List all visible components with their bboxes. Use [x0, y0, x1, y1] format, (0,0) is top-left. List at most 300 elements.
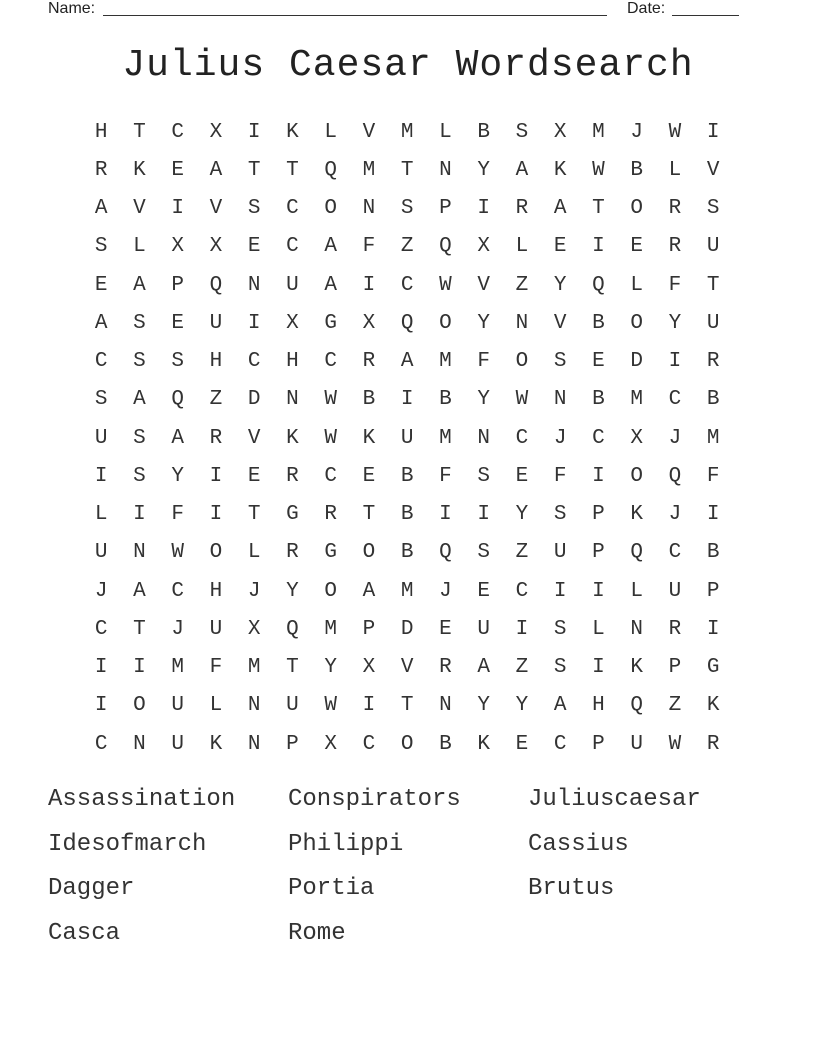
grid-cell: U [400, 426, 414, 450]
grid-cell: S [553, 503, 567, 527]
grid-cell: J [247, 579, 261, 603]
grid-cell: U [286, 694, 299, 718]
grid-cell: R [286, 464, 299, 488]
grid-cell: K [209, 732, 223, 756]
grid-cell: W [515, 388, 529, 412]
grid-cell: Q [171, 388, 184, 412]
grid-cell: R [668, 617, 682, 641]
grid-cell: L [668, 158, 682, 182]
grid-cell: N [247, 694, 261, 718]
grid-cell: L [630, 579, 643, 603]
grid-cell: H [286, 350, 299, 374]
grid-cell: O [630, 311, 643, 335]
word-list-item: Rome [288, 919, 346, 947]
grid-cell: M [247, 656, 261, 680]
grid-cell: I [706, 617, 720, 641]
grid-cell: W [324, 388, 337, 412]
grid-cell: T [286, 158, 299, 182]
grid-cell: I [706, 120, 720, 144]
grid-cell: Y [668, 311, 682, 335]
grid-cell: U [706, 311, 720, 335]
grid-cell: T [362, 503, 376, 527]
grid-cell: R [439, 656, 452, 680]
grid-cell: E [171, 311, 184, 335]
grid-cell: C [94, 350, 108, 374]
grid-cell: A [94, 311, 108, 335]
grid-cell: A [133, 579, 146, 603]
grid-cell: E [515, 464, 529, 488]
word-list-item: Idesofmarch [48, 830, 207, 858]
grid-cell: E [592, 350, 605, 374]
grid-cell: U [630, 732, 643, 756]
grid-cell: Y [553, 273, 567, 297]
grid-cell: A [133, 388, 146, 412]
grid-cell: X [324, 732, 337, 756]
date-label: Date: [627, 0, 666, 17]
grid-cell: J [171, 617, 184, 641]
grid-cell: J [439, 579, 452, 603]
grid-cell: I [94, 656, 108, 680]
grid-cell: E [439, 617, 452, 641]
grid-cell: C [515, 579, 529, 603]
grid-cell: X [209, 120, 223, 144]
grid-cell: E [630, 235, 643, 259]
grid-cell: X [247, 617, 261, 641]
grid-cell: Y [477, 694, 490, 718]
grid-cell: L [515, 235, 529, 259]
grid-cell: U [171, 732, 184, 756]
grid-cell: A [94, 197, 108, 221]
grid-cell: N [477, 426, 490, 450]
word-list-item: Philippi [288, 830, 404, 858]
grid-cell: P [668, 656, 682, 680]
grid-cell: C [553, 732, 567, 756]
grid-cell: Y [171, 464, 184, 488]
grid-cell: I [439, 503, 452, 527]
grid-cell: B [400, 464, 414, 488]
grid-cell: U [286, 273, 299, 297]
grid-cell: A [362, 579, 376, 603]
grid-cell: O [209, 541, 223, 565]
grid-cell: J [668, 426, 682, 450]
grid-cell: A [324, 273, 337, 297]
grid-cell: X [362, 656, 376, 680]
grid-cell: B [630, 158, 643, 182]
grid-cell: J [630, 120, 643, 144]
grid-cell: M [706, 426, 720, 450]
grid-cell: P [592, 503, 605, 527]
grid-cell: M [439, 350, 452, 374]
grid-cell: I [706, 503, 720, 527]
grid-cell: V [400, 656, 414, 680]
grid-cell: N [133, 541, 146, 565]
grid-cell: Y [477, 311, 490, 335]
grid-cell: T [133, 120, 146, 144]
grid-cell: L [630, 273, 643, 297]
grid-cell: K [630, 503, 643, 527]
grid-cell: I [94, 694, 108, 718]
grid-cell: K [706, 694, 720, 718]
grid-cell: C [171, 579, 184, 603]
grid-cell: C [94, 732, 108, 756]
grid-cell: A [553, 197, 567, 221]
grid-cell: P [439, 197, 452, 221]
grid-cell: H [94, 120, 108, 144]
grid-cell: I [209, 503, 223, 527]
grid-cell: Q [630, 541, 643, 565]
grid-cell: E [247, 464, 261, 488]
grid-cell: X [553, 120, 567, 144]
grid-cell: L [592, 617, 605, 641]
grid-cell: A [477, 656, 490, 680]
grid-cell: L [324, 120, 337, 144]
grid-cell: N [247, 273, 261, 297]
grid-cell: I [400, 388, 414, 412]
grid-cell: A [209, 158, 223, 182]
grid-cell: I [209, 464, 223, 488]
grid-cell: P [592, 541, 605, 565]
grid-cell: I [94, 464, 108, 488]
grid-cell: M [324, 617, 337, 641]
grid-cell: E [553, 235, 567, 259]
grid-cell: F [209, 656, 223, 680]
grid-cell: A [324, 235, 337, 259]
grid-cell: M [171, 656, 184, 680]
grid-cell: N [515, 311, 529, 335]
grid-cell: N [630, 617, 643, 641]
grid-cell: H [209, 350, 223, 374]
grid-cell: P [286, 732, 299, 756]
grid-cell: C [400, 273, 414, 297]
grid-cell: I [553, 579, 567, 603]
grid-cell: Y [515, 503, 529, 527]
grid-cell: B [400, 503, 414, 527]
grid-cell: M [630, 388, 643, 412]
grid-cell: Z [515, 656, 529, 680]
grid-cell: S [477, 541, 490, 565]
grid-cell: Y [477, 388, 490, 412]
word-list-item: Juliuscaesar [528, 786, 701, 813]
grid-cell: C [668, 541, 682, 565]
grid-cell: C [515, 426, 529, 450]
grid-cell: Z [668, 694, 682, 718]
grid-cell: B [439, 732, 452, 756]
grid-cell: G [324, 311, 337, 335]
grid-cell: N [439, 158, 452, 182]
grid-cell: C [94, 617, 108, 641]
grid-cell: P [592, 732, 605, 756]
word-list [48, 782, 768, 960]
word-list-item: Cassius [528, 830, 629, 858]
grid-cell: R [706, 350, 720, 374]
grid-cell: U [94, 426, 108, 450]
grid-cell: K [553, 158, 567, 182]
grid-cell: A [400, 350, 414, 374]
grid-cell: Q [439, 541, 452, 565]
grid-cell: I [592, 235, 605, 259]
grid-cell: T [706, 273, 720, 297]
grid-cell: S [553, 617, 567, 641]
grid-cell: S [171, 350, 184, 374]
grid-cell: R [209, 426, 223, 450]
grid-cell: Q [668, 464, 682, 488]
grid-cell: E [362, 464, 376, 488]
grid-cell: N [439, 694, 452, 718]
grid-cell: R [94, 158, 108, 182]
grid-cell: Z [515, 273, 529, 297]
grid-cell: L [94, 503, 108, 527]
grid-cell: S [553, 656, 567, 680]
grid-cell: W [592, 158, 605, 182]
page-title: Julius Caesar Wordsearch [122, 44, 694, 87]
grid-cell: P [706, 579, 720, 603]
grid-cell: Q [400, 311, 414, 335]
grid-cell: O [439, 311, 452, 335]
grid-cell: C [324, 464, 337, 488]
grid-cell: E [477, 579, 490, 603]
grid-cell: Q [286, 617, 299, 641]
grid-cell: I [362, 694, 376, 718]
grid-cell: L [439, 120, 452, 144]
grid-cell: O [630, 464, 643, 488]
grid-cell: M [439, 426, 452, 450]
grid-cell: W [439, 273, 452, 297]
grid-cell: K [362, 426, 376, 450]
name-label: Name: [48, 0, 96, 17]
grid-cell: I [477, 197, 490, 221]
grid-cell: B [706, 388, 720, 412]
grid-cell: V [362, 120, 376, 144]
grid-cell: J [668, 503, 682, 527]
grid-cell: D [400, 617, 414, 641]
grid-cell: U [209, 311, 223, 335]
grid-cell: B [400, 541, 414, 565]
grid-cell: N [133, 732, 146, 756]
grid-cell: I [515, 617, 529, 641]
grid-cell: T [133, 617, 146, 641]
grid-cell: W [668, 732, 682, 756]
grid-cell: T [247, 503, 261, 527]
grid-cell: L [247, 541, 261, 565]
grid-cell: Y [477, 158, 490, 182]
grid-cell: S [247, 197, 261, 221]
grid-cell: I [171, 197, 184, 221]
grid-cell: F [439, 464, 452, 488]
grid-cell: W [668, 120, 682, 144]
grid-cell: P [171, 273, 184, 297]
grid-cell: C [286, 235, 299, 259]
grid-cell: S [477, 464, 490, 488]
grid-cell: Y [286, 579, 299, 603]
grid-cell: F [706, 464, 720, 488]
grid-cell: T [400, 694, 414, 718]
grid-cell: U [706, 235, 720, 259]
grid-cell: O [324, 197, 337, 221]
grid-cell: Q [630, 694, 643, 718]
grid-cell: X [362, 311, 376, 335]
grid-cell: N [553, 388, 567, 412]
date-blank-line [672, 15, 739, 16]
grid-cell: N [286, 388, 299, 412]
grid-cell: V [209, 197, 223, 221]
grid-cell: A [171, 426, 184, 450]
grid-cell: E [94, 273, 108, 297]
grid-cell: K [133, 158, 146, 182]
grid-cell: N [247, 732, 261, 756]
grid-cell: K [286, 120, 299, 144]
grid-cell: Q [209, 273, 223, 297]
grid-cell: T [286, 656, 299, 680]
grid-cell: Q [324, 158, 337, 182]
grid-cell: S [94, 388, 108, 412]
grid-cell: R [515, 197, 529, 221]
grid-cell: B [706, 541, 720, 565]
grid-cell: C [324, 350, 337, 374]
grid-cell: S [94, 235, 108, 259]
grid-cell: U [668, 579, 682, 603]
grid-cell: C [171, 120, 184, 144]
grid-cell: K [286, 426, 299, 450]
grid-cell: G [706, 656, 720, 680]
grid-cell: R [286, 541, 299, 565]
grid-cell: E [171, 158, 184, 182]
grid-cell: X [630, 426, 643, 450]
grid-cell: U [171, 694, 184, 718]
grid-cell: W [324, 694, 337, 718]
grid-cell: A [553, 694, 567, 718]
grid-cell: S [133, 464, 146, 488]
grid-cell: H [592, 694, 605, 718]
grid-cell: G [286, 503, 299, 527]
grid-cell: X [209, 235, 223, 259]
grid-cell: R [362, 350, 376, 374]
grid-cell: I [592, 579, 605, 603]
grid-cell: O [630, 197, 643, 221]
grid-cell: U [209, 617, 223, 641]
letter-grid [82, 113, 732, 763]
grid-cell: V [706, 158, 720, 182]
grid-cell: J [553, 426, 567, 450]
grid-cell: I [477, 503, 490, 527]
grid-cell: Q [592, 273, 605, 297]
grid-cell: O [324, 579, 337, 603]
grid-cell: W [324, 426, 337, 450]
grid-cell: S [133, 311, 146, 335]
grid-cell: W [171, 541, 184, 565]
grid-cell: F [477, 350, 490, 374]
grid-cell: I [668, 350, 682, 374]
grid-cell: G [324, 541, 337, 565]
grid-cell: T [400, 158, 414, 182]
grid-cell: B [477, 120, 490, 144]
grid-cell: I [247, 311, 261, 335]
grid-cell: N [362, 197, 376, 221]
grid-cell: V [133, 197, 146, 221]
grid-cell: Z [515, 541, 529, 565]
grid-cell: I [362, 273, 376, 297]
grid-cell: M [592, 120, 605, 144]
grid-cell: X [477, 235, 490, 259]
word-list-item: Dagger [48, 875, 135, 902]
grid-cell: P [362, 617, 376, 641]
grid-cell: V [477, 273, 490, 297]
grid-cell: S [706, 197, 720, 221]
grid-cell: K [477, 732, 490, 756]
grid-cell: C [592, 426, 605, 450]
grid-cell: Y [515, 694, 529, 718]
grid-cell: I [247, 120, 261, 144]
grid-cell: R [668, 235, 682, 259]
grid-cell: C [362, 732, 376, 756]
grid-cell: E [247, 235, 261, 259]
grid-cell: M [362, 158, 376, 182]
grid-cell: R [706, 732, 720, 756]
grid-cell: C [247, 350, 261, 374]
grid-cell: D [247, 388, 261, 412]
grid-cell: V [247, 426, 261, 450]
grid-cell: Y [324, 656, 337, 680]
grid-cell: H [209, 579, 223, 603]
grid-cell: M [400, 120, 414, 144]
grid-cell: O [515, 350, 529, 374]
grid-cell: R [668, 197, 682, 221]
grid-cell: L [209, 694, 223, 718]
grid-cell: O [133, 694, 146, 718]
grid-cell: S [515, 120, 529, 144]
grid-cell: F [171, 503, 184, 527]
grid-cell: D [630, 350, 643, 374]
word-list-item: Casca [48, 919, 121, 947]
grid-cell: O [362, 541, 376, 565]
grid-cell: Z [400, 235, 414, 259]
grid-cell: I [592, 464, 605, 488]
grid-cell: A [515, 158, 529, 182]
grid-cell: I [133, 656, 146, 680]
grid-cell: C [668, 388, 682, 412]
grid-cell: S [553, 350, 567, 374]
grid-cell: B [439, 388, 452, 412]
grid-cell: Q [439, 235, 452, 259]
grid-cell: B [362, 388, 376, 412]
grid-cell: U [553, 541, 567, 565]
name-blank-line [103, 15, 607, 16]
word-list-item: Conspirators [288, 786, 461, 813]
grid-cell: I [592, 656, 605, 680]
grid-cell: M [400, 579, 414, 603]
grid-cell: J [94, 579, 108, 603]
grid-cell: V [553, 311, 567, 335]
grid-cell: B [592, 388, 605, 412]
grid-cell: B [592, 311, 605, 335]
grid-cell: F [362, 235, 376, 259]
word-list-item: Brutus [528, 875, 615, 902]
grid-cell: X [171, 235, 184, 259]
header [0, 0, 816, 20]
grid-cell: A [133, 273, 146, 297]
grid-cell: L [133, 235, 146, 259]
word-list-item: Assassination [48, 786, 236, 813]
grid-cell: U [477, 617, 490, 641]
grid-cell: U [94, 541, 108, 565]
word-list-item: Portia [288, 875, 375, 902]
grid-cell: T [247, 158, 261, 182]
grid-cell: I [133, 503, 146, 527]
grid-cell: T [592, 197, 605, 221]
grid-cell: K [630, 656, 643, 680]
grid-cell: C [286, 197, 299, 221]
grid-cell: S [400, 197, 414, 221]
grid-cell: F [668, 273, 682, 297]
